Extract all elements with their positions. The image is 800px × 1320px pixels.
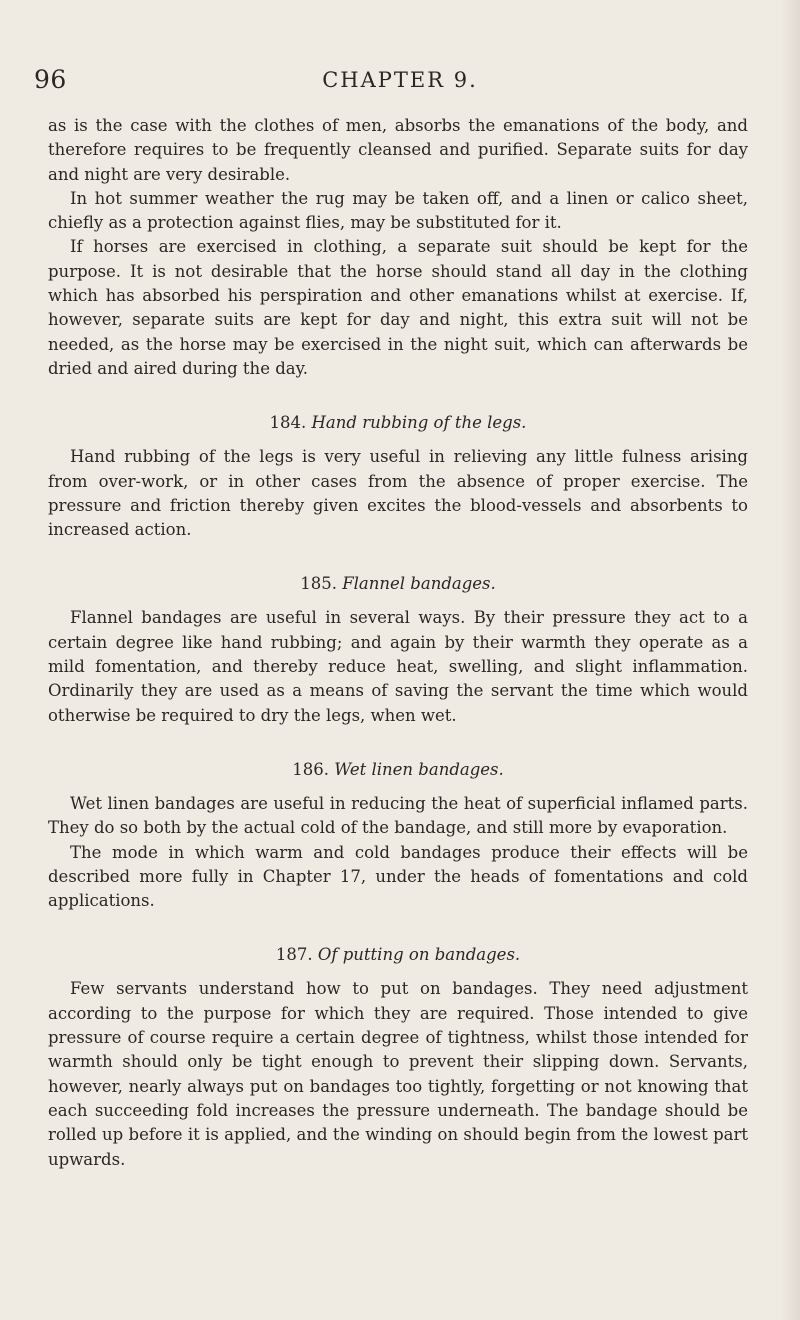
paragraph: Hand rubbing of the legs is very useful in relieving any little fulness arising from over-work, or in other cases from the absence of proper exercise. The pressure and friction thereby given excites the blood-vessels and absorbents to increased action. [48,447,748,540]
section-heading [48,572,748,596]
section-title: Flannel bandages. [342,574,496,594]
section-number: 184. [269,413,307,433]
section-number: 185. [300,574,337,594]
paragraph: as is the case with the clothes of men, absorbs the emanations of the body, and therefore requires to be frequently cleansed and purified. Separate suits for day and night are very desirable. [48,116,748,184]
section-heading [48,758,748,782]
section-continued [48,114,748,381]
paragraph: Few servants understand how to put on bandages. They need adjustment according to the purpose for which they are required. Those intended to give pressure of course require a certain degree of tightness, whilst those intended for warmth should only be tight enough to prevent their slipping down. Servants, however, nearly always put on bandages too tightly, forgetting or not knowing that each succeeding fold increases the pressure underneath. The bandage should be rolled up before it is applied, and the winding on should begin from the lowest part upwards. [48,979,748,1169]
paragraph: Wet linen bandages are useful in reducing the heat of superficial inflamed parts. They do so both by the actual cold of the bandage, and still more by evaporation. [48,793,748,838]
section-number: 187. [275,945,313,965]
section-185 [48,572,748,727]
section-heading [48,411,748,435]
paragraph: Flannel bandages are useful in several ways. By their pressure they act to a certain degree like hand rubbing; and again by their warmth they operate as a mild fomentation, and thereby reduce heat, swelling, and slight inflammation. Ordinarily they are used as a means of saving the servant the time which would otherwise be required to dry the legs, when wet. [48,608,748,725]
section-184 [48,411,748,542]
section-number: 186. [292,759,329,779]
running-header [30,58,770,102]
page-body [48,114,748,1172]
section-title: Of putting on bandages. [317,945,521,965]
page-edge-shadow [780,0,800,1320]
paragraph: In hot summer weather the rug may be taken off, and a linen or calico sheet, chiefly as a protection against flies, may be substituted for it. [48,188,748,233]
section-heading [48,943,748,967]
section-186 [48,758,748,913]
paragraph: The mode in which warm and cold bandages produce their effects will be described more fully in Chapter 17, under the heads of fomentations and cold applications. [48,842,748,911]
section-title: Hand rubbing of the legs. [311,413,527,433]
section-title: Wet linen bandages. [334,759,504,779]
page-number: 96 [34,65,67,94]
section-187 [48,943,748,1171]
chapter-title: CHAPTER 9. [322,68,478,92]
paragraph: If horses are exercised in clothing, a separate suit should be kept for the purpose. It is not desirable that the horse should stand all day in the clothing which has absorbed his perspiration and other emanations whilst at exercise. If, however, separate suits are kept for day and night, this extra suit will not be needed, as the horse may be exercised in the night suit, which can afterwards be dried and aired during the day. [48,237,748,378]
